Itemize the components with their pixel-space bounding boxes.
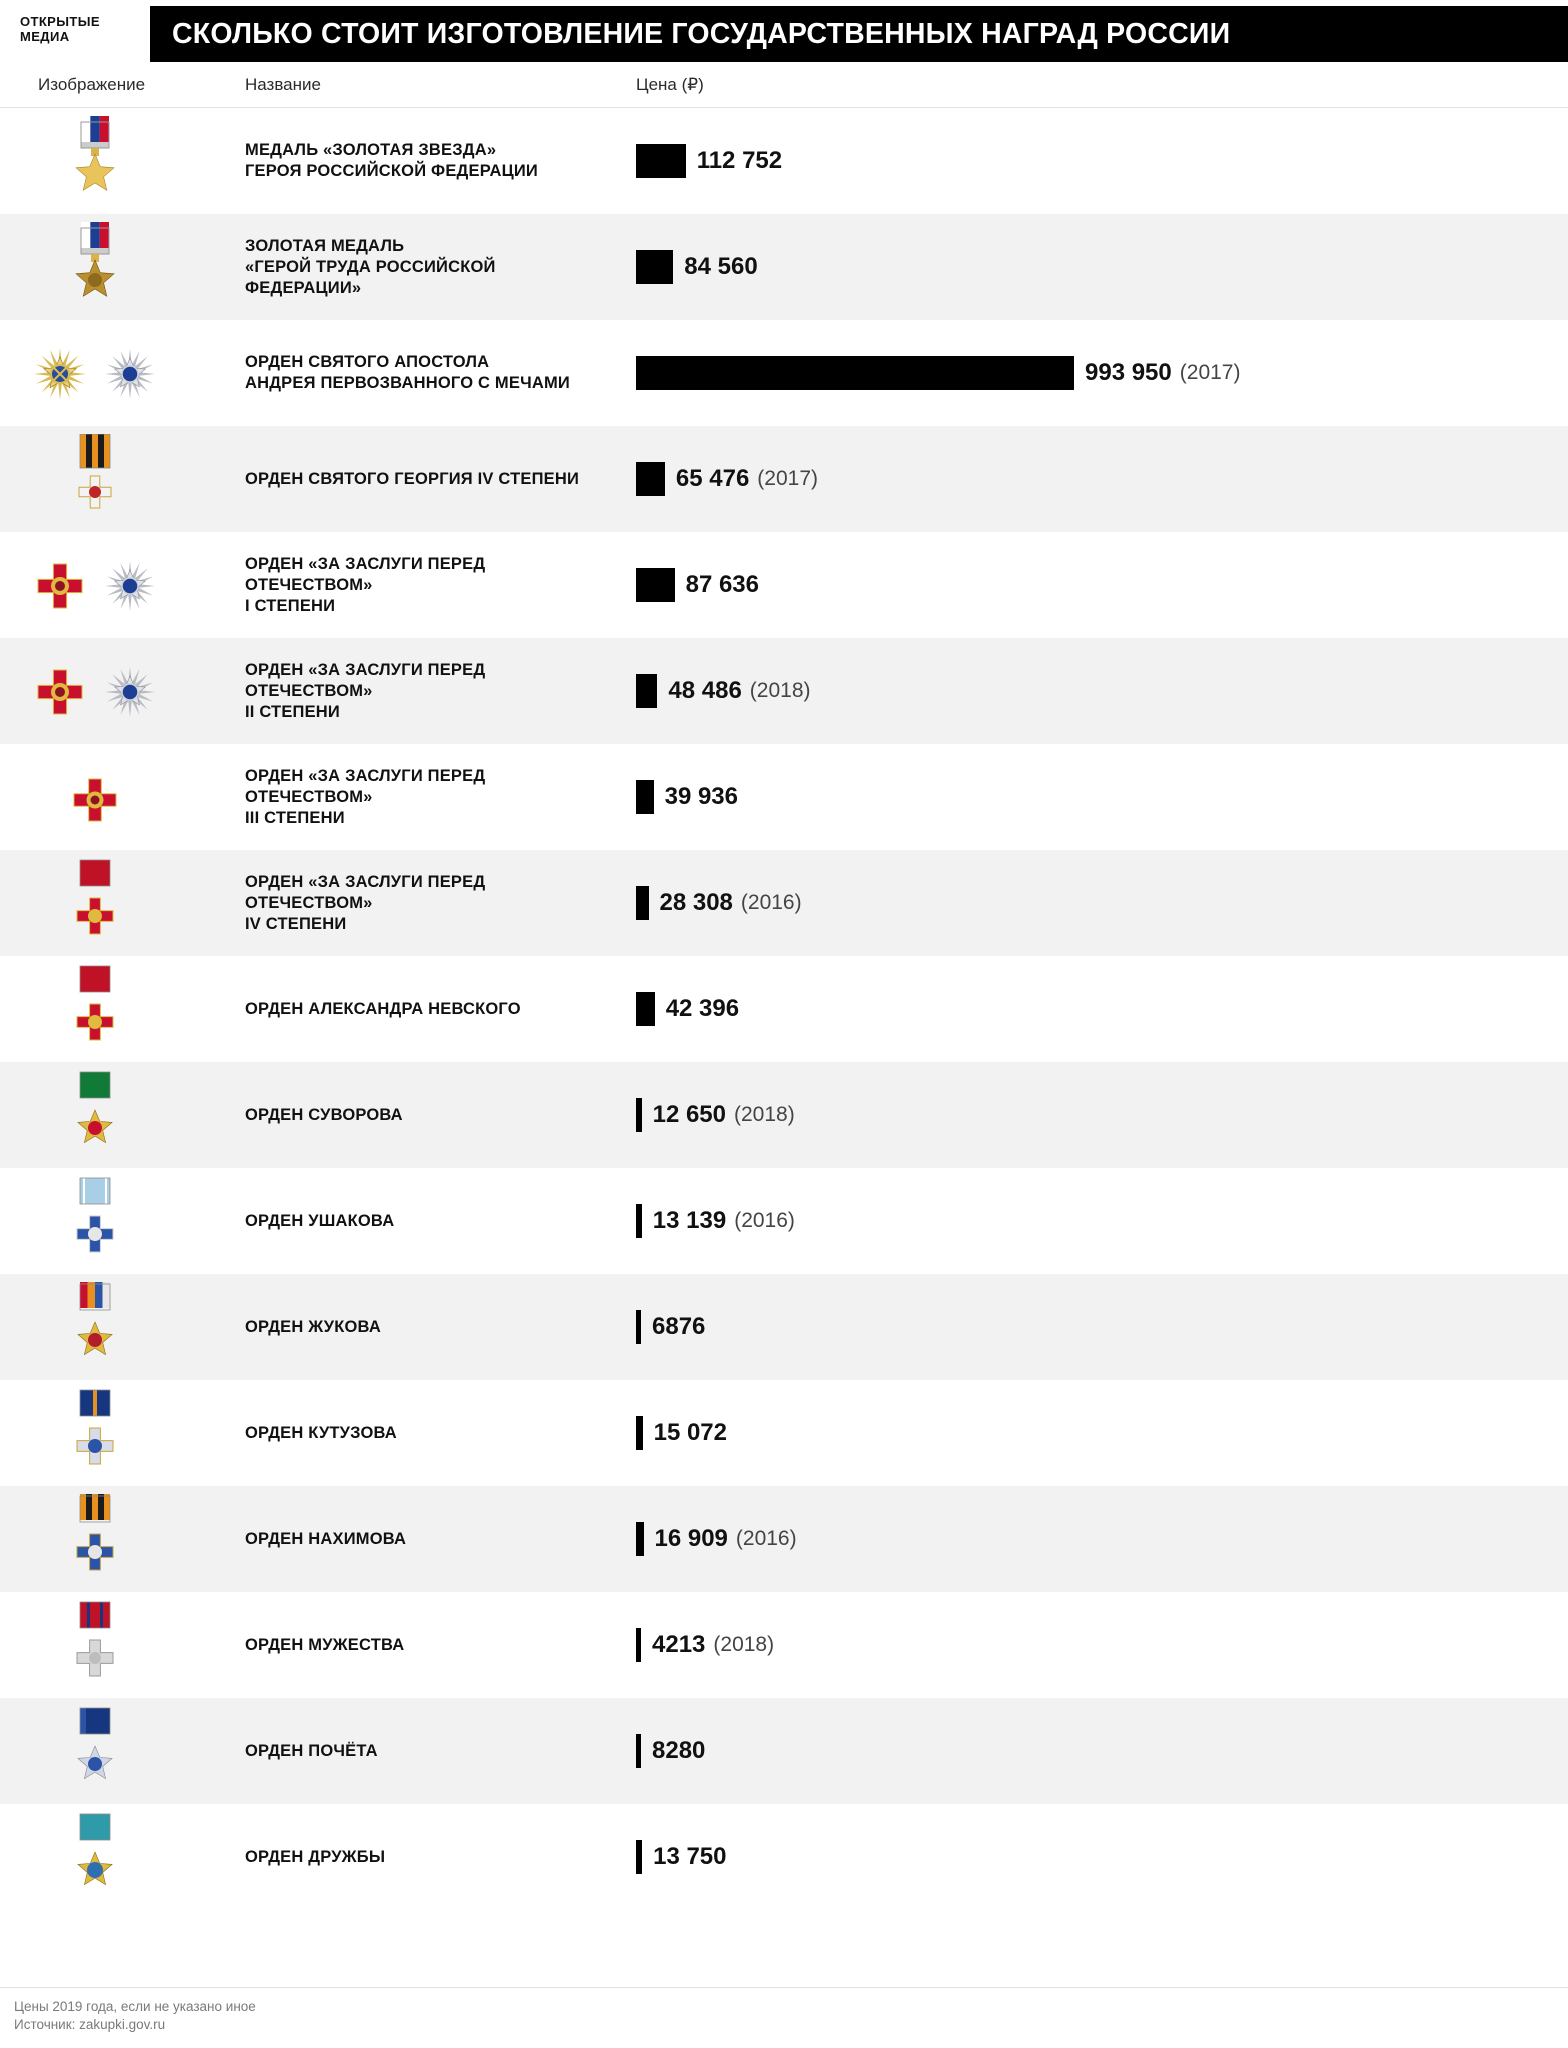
award-image-cell: [0, 214, 190, 320]
order-honour-icon: [65, 1706, 125, 1797]
award-name: ОРДЕН КУТУЗОВА: [245, 1423, 397, 1442]
price-value: 15 072: [653, 1419, 727, 1446]
logo-line-1: ОТКРЫТЫЕ: [20, 14, 100, 29]
award-name: ОРДЕН АЛЕКСАНДРА НЕВСКОГО: [245, 999, 521, 1018]
award-image-cell: [0, 1486, 190, 1592]
award-image-cell: [0, 638, 190, 744]
order-ushakov-icon: [65, 1176, 125, 1267]
footer: [0, 1987, 1568, 2048]
award-image-cell: [0, 320, 190, 426]
price-bar: [636, 144, 686, 178]
order-merit-1-icon: [30, 540, 90, 631]
order-friendship-icon: [65, 1812, 125, 1903]
award-image-cell: [0, 1698, 190, 1804]
price-value: 39 936: [664, 783, 738, 810]
price-bar: [636, 1628, 641, 1662]
award-image-cell: [0, 532, 190, 638]
order-st-andrew-star-icon: [100, 328, 160, 419]
award-image-cell: [0, 1804, 190, 1910]
price-value: 13 139: [652, 1207, 727, 1234]
price-value: 87 636: [685, 571, 759, 598]
price-year: (2016): [734, 1209, 795, 1232]
price-value: 13 750: [653, 1843, 727, 1870]
award-name: ОРДЕН «ЗА ЗАСЛУГИ ПЕРЕД ОТЕЧЕСТВОМ» IV СТЕПЕНИ: [245, 872, 486, 933]
table-row: [0, 638, 1568, 744]
price-cell: [620, 1698, 1568, 1804]
price-cell: [620, 956, 1568, 1062]
price-bar: [636, 1840, 642, 1874]
price-cell: [620, 214, 1568, 320]
award-name: ОРДЕН СУВОРОВА: [245, 1105, 403, 1124]
award-name: ОРДЕН УШАКОВА: [245, 1211, 395, 1230]
price-value: 12 650: [652, 1101, 726, 1128]
awards-table: [0, 108, 1568, 1910]
logo-line-2: МЕДИА: [20, 29, 70, 44]
page-title: СКОЛЬКО СТОИТ ИЗГОТОВЛЕНИЕ ГОСУДАРСТВЕННЫХ НАГРАД РОССИИ: [172, 17, 1231, 50]
award-image-cell: [0, 850, 190, 956]
order-merit-2-star-icon: [100, 646, 160, 737]
table-row: [0, 1168, 1568, 1274]
order-kutuzov-icon: [65, 1388, 125, 1479]
table-row: [0, 532, 1568, 638]
price-bar: [636, 992, 655, 1026]
price-bar: [636, 1310, 641, 1344]
award-name: ОРДЕН ДРУЖБЫ: [245, 1847, 386, 1866]
price-bar: [636, 1522, 644, 1556]
award-image-cell: [0, 744, 190, 850]
award-name: ОРДЕН ПОЧЁТА: [245, 1741, 378, 1760]
column-header-image: Изображение: [38, 74, 146, 94]
table-row: [0, 1486, 1568, 1592]
price-value: 42 396: [665, 995, 740, 1022]
table-row: [0, 744, 1568, 850]
order-courage-icon: [65, 1600, 125, 1691]
price-year: (2018): [713, 1633, 775, 1656]
order-merit-2-icon: [30, 646, 90, 737]
award-name: ЗОЛОТАЯ МЕДАЛЬ «ГЕРОЙ ТРУДА РОССИЙСКОЙ ФЕДЕРАЦИИ»: [245, 236, 496, 297]
award-name: ОРДЕН СВЯТОГО ГЕОРГИЯ IV СТЕПЕНИ: [245, 469, 580, 488]
price-cell: [620, 320, 1568, 426]
price-value: 4213: [652, 1631, 706, 1658]
order-nakhimov-icon: [65, 1494, 125, 1585]
order-st-george-icon: [65, 434, 125, 525]
order-zhukov-icon: [65, 1282, 125, 1373]
column-header-name: Название: [245, 74, 321, 94]
award-name: ОРДЕН «ЗА ЗАСЛУГИ ПЕРЕД ОТЕЧЕСТВОМ» I СТЕПЕНИ: [245, 554, 486, 615]
award-name: ОРДЕН НАХИМОВА: [245, 1529, 407, 1548]
price-bar: [636, 568, 675, 602]
order-alexander-nevsky-icon: [65, 964, 125, 1055]
order-st-andrew-icon: [30, 328, 90, 419]
price-value: 112 752: [696, 147, 783, 174]
award-image-cell: [0, 956, 190, 1062]
price-year: (2018): [734, 1103, 795, 1126]
column-header-price: Цена (₽): [636, 74, 704, 94]
price-cell: [620, 1804, 1568, 1910]
logo: [0, 6, 150, 62]
price-value: 993 950: [1085, 359, 1172, 386]
price-cell: [620, 1380, 1568, 1486]
table-row: [0, 1380, 1568, 1486]
price-cell: [620, 1592, 1568, 1698]
price-value: 65 476: [675, 465, 750, 492]
table-row: [0, 426, 1568, 532]
price-value: 8280: [652, 1737, 706, 1764]
price-bar: [636, 1734, 641, 1768]
price-value: 16 909: [654, 1525, 728, 1552]
price-year: (2017): [757, 467, 818, 490]
order-suvorov-icon: [65, 1070, 125, 1161]
price-value: 6876: [652, 1313, 706, 1340]
price-year: (2017): [1179, 361, 1241, 384]
award-name: ОРДЕН «ЗА ЗАСЛУГИ ПЕРЕД ОТЕЧЕСТВОМ» II СТЕПЕНИ: [245, 660, 486, 721]
order-merit-3-icon: [65, 752, 125, 843]
price-value: 28 308: [659, 889, 733, 916]
price-cell: [620, 108, 1568, 214]
price-value: 84 560: [684, 253, 758, 280]
award-image-cell: [0, 1168, 190, 1274]
award-name: ОРДЕН ЖУКОВА: [245, 1317, 381, 1336]
price-year: (2016): [740, 891, 802, 914]
page-header: [0, 0, 1568, 62]
award-name: ОРДЕН МУЖЕСТВА: [245, 1635, 405, 1654]
award-image-cell: [0, 1592, 190, 1698]
price-bar: [636, 1416, 643, 1450]
table-row: [0, 1274, 1568, 1380]
price-cell: [620, 850, 1568, 956]
footer-note: Цены 2019 года, если не указано иное: [14, 1999, 256, 2014]
price-bar: [636, 250, 673, 284]
award-name: ОРДЕН «ЗА ЗАСЛУГИ ПЕРЕД ОТЕЧЕСТВОМ» III СТЕПЕНИ: [245, 766, 486, 827]
price-value: 48 486: [668, 677, 742, 704]
price-cell: [620, 532, 1568, 638]
award-image-cell: [0, 426, 190, 532]
price-bar: [636, 886, 649, 920]
table-row: [0, 320, 1568, 426]
footer-source: Источник: zakupki.gov.ru: [14, 2017, 166, 2032]
award-image-cell: [0, 108, 190, 214]
price-bar: [636, 356, 1074, 390]
table-row: [0, 1804, 1568, 1910]
price-cell: [620, 1486, 1568, 1592]
price-bar: [636, 1098, 642, 1132]
award-image-cell: [0, 1380, 190, 1486]
price-cell: [620, 426, 1568, 532]
price-year: (2016): [735, 1527, 797, 1550]
price-bar: [636, 1204, 642, 1238]
table-row: [0, 214, 1568, 320]
table-row: [0, 1698, 1568, 1804]
award-image-cell: [0, 1274, 190, 1380]
price-cell: [620, 1168, 1568, 1274]
gold-star-medal-icon: [65, 116, 125, 207]
hero-of-labour-medal-icon: [65, 222, 125, 313]
table-row: [0, 850, 1568, 956]
price-cell: [620, 638, 1568, 744]
column-headers: [0, 62, 1568, 108]
price-bar: [636, 674, 657, 708]
order-merit-4-icon: [65, 858, 125, 949]
award-name: МЕДАЛЬ «ЗОЛОТАЯ ЗВЕЗДА» ГЕРОЯ РОССИЙСКОЙ ФЕДЕРАЦИИ: [245, 141, 538, 180]
price-bar: [636, 780, 654, 814]
price-cell: [620, 744, 1568, 850]
price-bar: [636, 462, 665, 496]
title-bar: [150, 6, 1568, 62]
order-merit-1-star-icon: [100, 540, 160, 631]
award-image-cell: [0, 1062, 190, 1168]
price-year: (2018): [749, 679, 811, 702]
table-row: [0, 956, 1568, 1062]
price-cell: [620, 1274, 1568, 1380]
award-name: ОРДЕН СВЯТОГО АПОСТОЛА АНДРЕЯ ПЕРВОЗВАННОГО С МЕЧАМИ: [245, 353, 570, 392]
table-row: [0, 108, 1568, 214]
table-row: [0, 1592, 1568, 1698]
table-row: [0, 1062, 1568, 1168]
price-cell: [620, 1062, 1568, 1168]
